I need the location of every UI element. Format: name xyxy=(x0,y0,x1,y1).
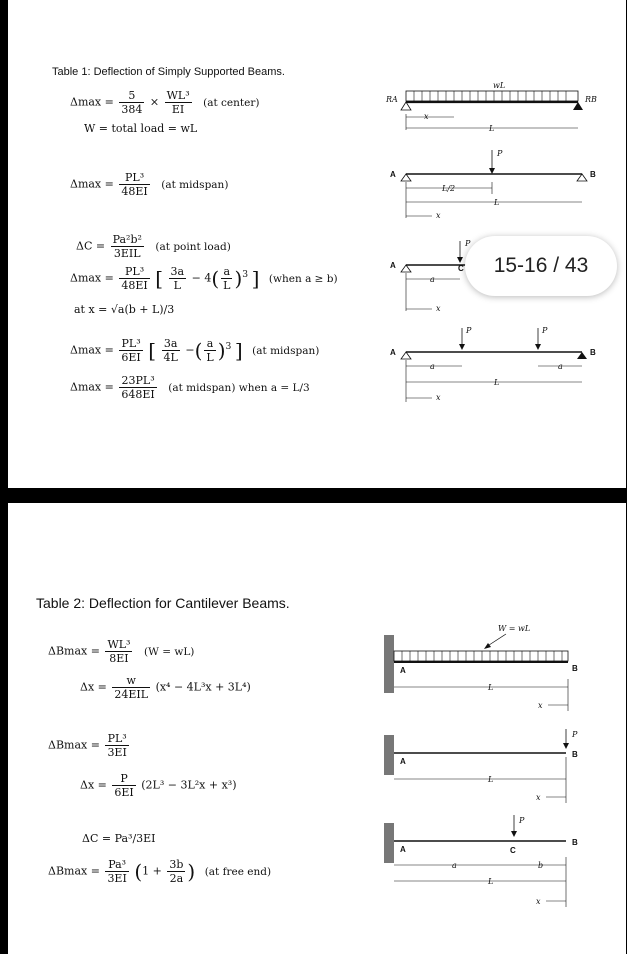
diagram-cantilever-load-at-c xyxy=(378,813,598,909)
fraction: $\frac{3b}{2a}$ xyxy=(169,858,184,885)
right-reaction-label: RB xyxy=(585,95,597,104)
x-label: x xyxy=(436,393,441,402)
free-end-label: B xyxy=(572,838,578,847)
fraction: $\frac{\text{WL³}}{8EI}$ xyxy=(107,638,131,665)
page-indicator-badge: 15-16 / 43 xyxy=(465,236,617,296)
formula-note: (when a ≥ b) xyxy=(268,272,338,285)
formula-lhs: ΔBmax = xyxy=(48,738,100,752)
fixed-end-label: A xyxy=(400,666,406,675)
fraction: $\frac{\text{PL³}}{48EI}$ xyxy=(121,171,148,198)
span-label: L xyxy=(488,775,494,784)
fraction: $\frac{\text{Pa³}}{3EI}$ xyxy=(107,858,127,885)
fraction: $\frac{\text{PL³}}{3EI}$ xyxy=(107,732,127,759)
table-2-title: Table 2: Deflection for Cantilever Beams. xyxy=(36,595,290,611)
fraction: $\frac{a}{L}$ xyxy=(223,265,231,292)
point-c-label: C xyxy=(458,264,464,273)
span-label: L xyxy=(488,877,494,886)
formula-lhs: Δmax = xyxy=(70,343,114,357)
formula-lhs: ΔBmax = xyxy=(48,864,100,878)
formula-lhs: ΔC = xyxy=(76,239,106,253)
formula-row1-delta-max xyxy=(70,90,259,115)
formula-lhs: Δmax = xyxy=(70,177,114,191)
formula-note: (at center) xyxy=(203,96,260,109)
b-label: b xyxy=(538,861,544,870)
diagram-simply-supported-midspan-load xyxy=(376,146,608,226)
formula-row3-location: at x = √a(b + L)/3 xyxy=(74,303,175,316)
page-table-2 xyxy=(8,503,626,954)
free-end-label: B xyxy=(572,664,578,673)
formula-c1-delta-x xyxy=(80,675,251,700)
diagram-simply-supported-two-loads xyxy=(376,322,608,407)
table-1-title: Table 1: Deflection of Simply Supported Beams. xyxy=(52,66,285,78)
fraction: $\frac{\text{PL³}}{6EI}$ xyxy=(121,337,141,364)
formula-row4-delta-max-third xyxy=(70,375,310,400)
fixed-end-label: A xyxy=(400,845,406,854)
half-span-label: L/2 xyxy=(442,184,456,193)
load-label: P xyxy=(519,816,525,825)
formula-c3-delta-c: ΔC = Pa³/3EI xyxy=(82,832,156,845)
formula-lhs: Δmax = xyxy=(70,380,114,394)
fraction: $\frac{\text{WL³}}{EI}$ xyxy=(166,89,190,116)
x-label: x xyxy=(436,304,441,313)
diagram-cantilever-tip-load xyxy=(378,727,598,807)
x-label: x xyxy=(424,112,429,121)
exponent: 3 xyxy=(242,268,249,280)
a-label: a xyxy=(452,861,457,870)
fraction: $\frac{3a}{L}$ xyxy=(170,265,185,292)
formula-row3-delta-max: Δmax = $\frac{\text{PL³}}{48EI}$ [ $\frac{3a}{L}$ − 4( $\frac{a}{L}$ )$^3$ ] (when a ≥ b) xyxy=(70,265,338,292)
a-label: a xyxy=(430,275,435,284)
load-label: P xyxy=(465,239,471,248)
left-support-label: A xyxy=(390,348,396,357)
left-support-label: A xyxy=(390,261,396,270)
formula-c3-delta-b-max: ΔBmax = $\frac{\text{Pa³}}{3EI}$ (1 + $\frac{3b}{2a}$ ) (at free end) xyxy=(48,858,272,885)
fraction: $\frac{\text{PL³}}{48EI}$ xyxy=(121,265,148,292)
fraction: $\frac{\text{Pa²b²}}{\text{3EIL}}$ xyxy=(112,233,142,260)
formula-lhs: Δmax = xyxy=(70,271,114,285)
formula-row2-delta-max xyxy=(70,172,228,197)
load-1-label: P xyxy=(466,326,472,335)
formula-tail: (2L³ − 3L²x + x³) xyxy=(141,778,237,792)
exponent: 3 xyxy=(225,340,232,352)
fraction: $\frac{P}{6EI}$ xyxy=(114,772,134,799)
formula-lhs: ΔBmax = xyxy=(48,644,100,658)
span-label: L xyxy=(494,378,500,387)
formula-c2-delta-b-max xyxy=(48,733,131,758)
minus-four: − 4 xyxy=(191,271,212,285)
formula-note: (at midspan) xyxy=(161,178,229,191)
fixed-end-label: A xyxy=(400,757,406,766)
formula-lhs: Δx = xyxy=(80,680,107,694)
right-support-label: B xyxy=(590,348,596,357)
x-label: x xyxy=(538,701,543,710)
fraction: $\frac{\text{23PL³}}{648EI}$ xyxy=(121,374,155,401)
diagram-simply-supported-udl xyxy=(376,80,608,140)
fraction: $\frac{a}{L}$ xyxy=(206,337,214,364)
load-label: wL xyxy=(493,81,506,90)
x-label: x xyxy=(436,211,441,220)
formula-note: (at point load) xyxy=(155,240,231,253)
one-plus: 1 + xyxy=(142,864,162,878)
formula-note: (at free end) xyxy=(204,865,272,878)
formula-lhs: Δmax = xyxy=(70,95,114,109)
load-label: P xyxy=(497,149,503,158)
load-label: P xyxy=(572,730,578,739)
fraction: $\frac{5}{384}$ xyxy=(121,89,143,116)
times-sign: × xyxy=(149,95,160,109)
point-c-label: C xyxy=(510,846,516,855)
span-label: L xyxy=(489,124,495,133)
formula-c1-delta-b-max xyxy=(48,639,194,664)
formula-row3-delta-c xyxy=(76,234,231,259)
diagram-cantilever-udl xyxy=(378,621,598,711)
x-label: x xyxy=(536,897,541,906)
span-label: L xyxy=(494,198,500,207)
load-label: W = wL xyxy=(498,624,531,633)
formula-note: (at midspan) when a = L/3 xyxy=(168,381,310,394)
a-left-label: a xyxy=(430,362,435,371)
left-reaction-label: RA xyxy=(386,95,398,104)
formula-note: (at midspan) xyxy=(252,344,320,357)
formula-note: (W = wL) xyxy=(143,645,195,658)
free-end-label: B xyxy=(572,750,578,759)
a-right-label: a xyxy=(558,362,563,371)
left-support-label: A xyxy=(390,170,396,179)
formula-c2-delta-x xyxy=(80,773,237,798)
formula-row4-delta-max: Δmax = $\frac{\text{PL³}}{6EI}$ [ $\frac{3a}{4L}$ −( $\frac{a}{L}$ )$^3$ ] (at midspan) xyxy=(70,337,320,364)
span-label: L xyxy=(488,683,494,692)
load-2-label: P xyxy=(542,326,548,335)
fraction: $\frac{w}{\text{24EIL}}$ xyxy=(114,674,149,701)
x-label: x xyxy=(536,793,541,802)
minus-sign: − xyxy=(185,343,195,357)
formula-tail: (x⁴ − 4L³x + 3L⁴) xyxy=(155,680,251,694)
formula-row1-total-load: W = total load = wL xyxy=(84,122,198,135)
fraction: $\frac{3a}{4L}$ xyxy=(163,337,178,364)
right-support-label: B xyxy=(590,170,596,179)
formula-lhs: Δx = xyxy=(80,778,107,792)
